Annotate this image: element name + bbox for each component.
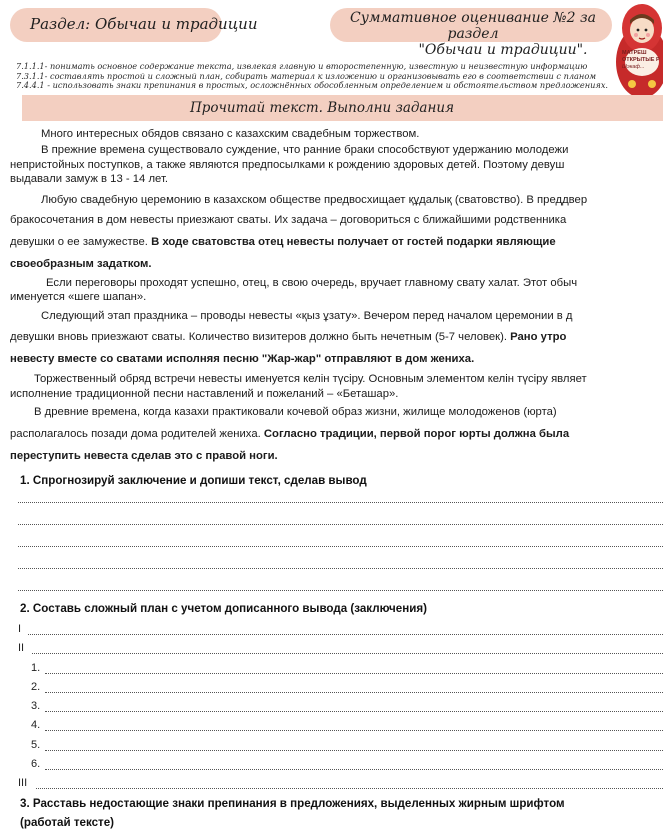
plan-sub-label: 2.: [31, 681, 41, 693]
plan-roman-label: II: [18, 642, 25, 654]
plan-answer-line[interactable]: [32, 653, 663, 654]
text-plain: девушки о ее замужестве.: [10, 236, 152, 248]
plan-roman-label: I: [18, 623, 22, 635]
question-3-continuation: (работай тексте): [20, 816, 115, 829]
plan-sub-label: 4.: [31, 719, 41, 731]
assessment-title-line2: "Обычаи и традиции".: [418, 42, 588, 58]
plan-roman-label: III: [18, 777, 28, 789]
section-title: Раздел: Обычаи и традиции: [30, 15, 258, 33]
answer-line[interactable]: [18, 590, 663, 591]
logo-text-line1: МАТРЕШ: [622, 50, 647, 56]
logo-text-line3: Шэкаф...: [622, 64, 645, 70]
text-line: Если переговоры проходят успешно, отец, в свою очередь, вручает главному свату халат. Этот обыч: [46, 277, 578, 289]
answer-line[interactable]: [18, 568, 663, 569]
text-line: Торжественный обряд встречи невесты именуется келін түсіру. Основным элементом келін түсіру являет: [34, 373, 587, 385]
plan-sub-label: 3.: [31, 700, 41, 712]
text-bold: своеобразным задатком.: [10, 258, 152, 270]
text-line: [10, 331, 566, 343]
answer-line[interactable]: [18, 524, 663, 525]
plan-answer-line[interactable]: [28, 634, 663, 635]
text-line: Любую свадебную церемонию в казахском обществе предвосхищает құдалық (сватовство). В преддвер: [41, 194, 588, 206]
objective-item: 7.3.1.1- составлять простой и сложный план, собирать материал к изложению и организовывать его в соответствии с планом: [16, 70, 597, 81]
text-bold: Согласно традиции, первой порог юрты должна была: [263, 428, 570, 440]
objective-item: 7.4.4.1 - использовать знаки препинания в простых, осложнённых обособленным определением и обстоятельством предложениях.: [16, 80, 609, 91]
text-line: именуется «шеге шапан».: [10, 291, 147, 303]
text-line: непристойных поступков, а также являются предпосылками к рождению здоровых детей. Поэтому девуш: [10, 159, 565, 171]
logo-text-line2: ОТКРЫТЫЕ Р: [622, 57, 660, 63]
text-plain: девушки вновь приезжают сваты. Количество визитеров должно быть нечетным (5-7 человек).: [10, 331, 511, 343]
plan-answer-line[interactable]: [45, 673, 663, 674]
text-line: [10, 450, 278, 462]
text-line: бракосочетания в дом невесты приезжают сваты. Их задача – договориться с ближайшими родственника: [10, 214, 567, 226]
text-line: В древние времена, когда казахи практиковали кочевой образ жизни, жилище молодоженов (юрта): [34, 406, 557, 418]
objective-item: 7.1.1.1- понимать основное содержание текста, извлекая главную и второстепенную, известную и неизвестную информацию: [16, 61, 588, 71]
text-bold: переступить невеста сделав это с правой ноги.: [10, 450, 278, 462]
plan-answer-line[interactable]: [45, 730, 663, 731]
text-line: [10, 258, 152, 270]
task-title: Прочитай текст. Выполни задания: [189, 100, 455, 116]
text-line: выдавали замуж в 13 - 14 лет.: [10, 173, 169, 185]
question-1: 1. Спрогнозируй заключение и допиши текст, сделав вывод: [20, 474, 367, 487]
text-line: [10, 428, 569, 440]
text-line: [10, 236, 556, 248]
header: [0, 0, 663, 58]
plan-sub-label: 5.: [31, 739, 41, 751]
logo-text: [622, 50, 663, 71]
text-line: Следующий этап праздника – проводы невесты «қыз ұзату». Вечером перед началом церемонии в д: [41, 310, 573, 322]
learning-objectives: [16, 61, 609, 91]
plan-answer-line[interactable]: [45, 692, 663, 693]
text-bold: Рано утро: [510, 331, 567, 343]
plan-answer-line[interactable]: [45, 750, 663, 751]
question-3: 3. Расставь недостающие знаки препинания в предложениях, выделенных жирным шрифтом: [20, 797, 565, 810]
text-plain: располагалось позади дома родителей жениха.: [10, 428, 264, 440]
assessment-title-line1: Суммативное оценивание №2 за раздел: [350, 10, 596, 42]
plan-sub-label: 6.: [31, 758, 41, 770]
text-line: исполнение традиционной песни наставлений и пожеланий – «Беташар».: [10, 388, 399, 400]
plan-answer-line[interactable]: [45, 711, 663, 712]
text-bold: невесту вместе со сватами исполняя песню "Жар-жар" отправляют в дом жениха.: [10, 353, 475, 365]
text-line: В прежние времена существовало суждение, что ранние браки способствуют удержанию молодежи: [41, 144, 569, 156]
text-line: Много интересных обядов связано с казахским свадебным торжеством.: [41, 128, 420, 140]
plan-sub-label: 1.: [31, 662, 41, 674]
text-bold: В ходе сватовства отец невесты получает от гостей подарки являющие: [151, 236, 556, 248]
question-2: 2. Составь сложный план с учетом дописанного вывода (заключения): [20, 602, 427, 615]
answer-line[interactable]: [18, 546, 663, 547]
task-banner: [22, 95, 663, 121]
assessment-title: [343, 10, 603, 58]
plan-answer-line[interactable]: [45, 769, 663, 770]
plan-answer-line[interactable]: [36, 788, 663, 789]
answer-line[interactable]: [18, 502, 663, 503]
text-line: [10, 353, 474, 365]
